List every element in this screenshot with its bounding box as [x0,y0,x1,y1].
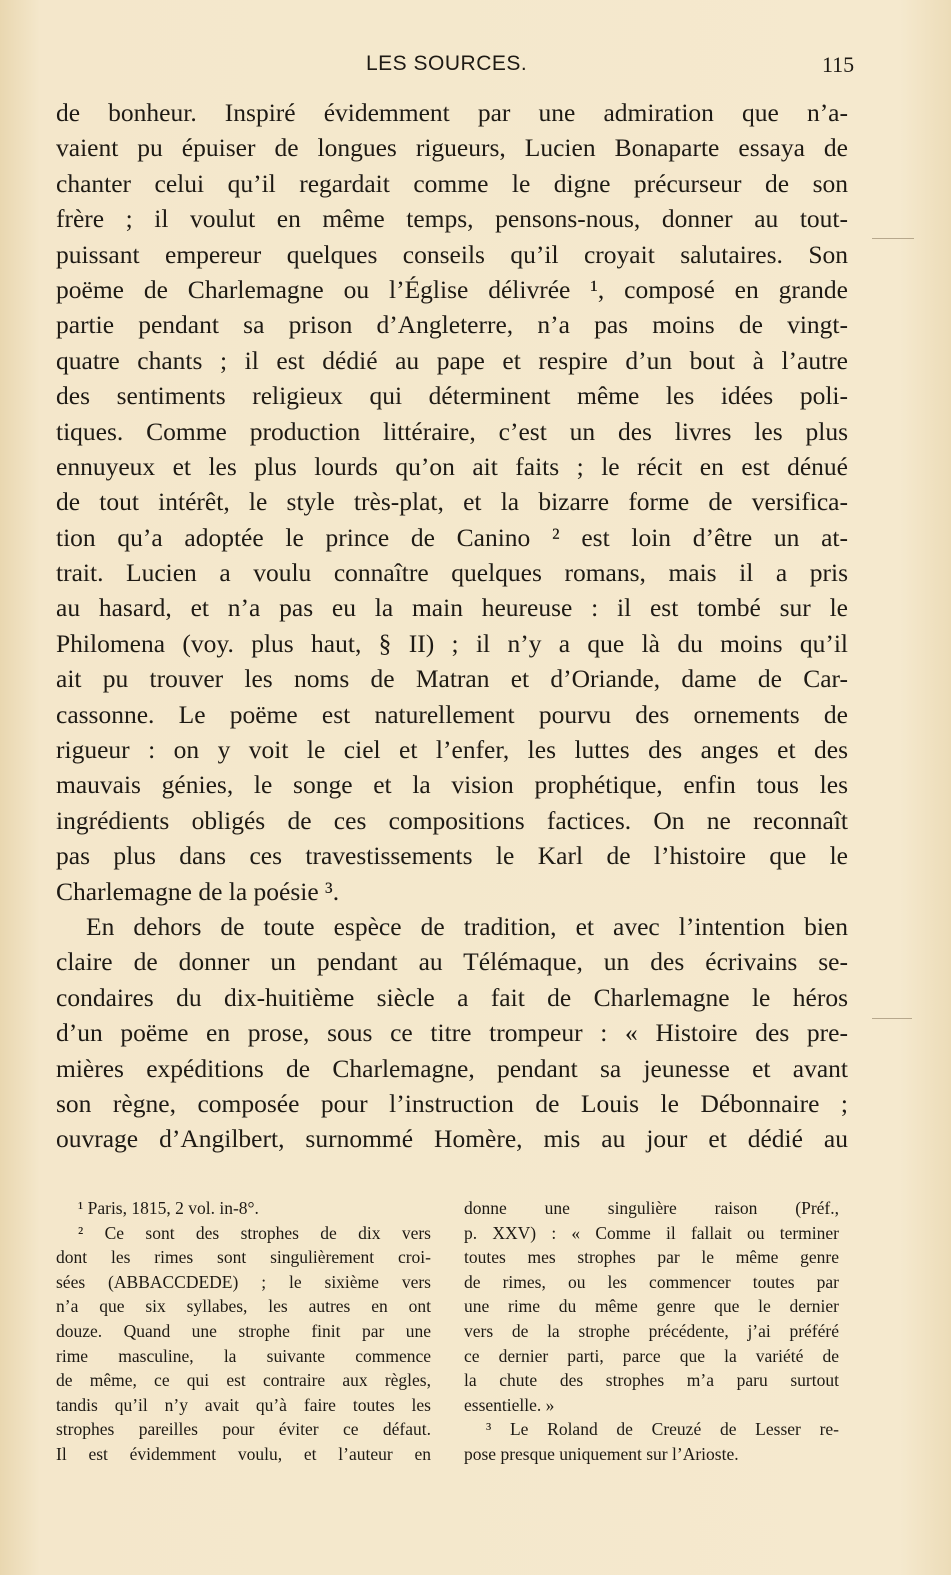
footnotes-left-column [56,1196,431,1467]
footnote-line: ² Ce sont des strophes de dix vers [78,1222,431,1243]
text-line: poëme de Charlemagne ou l’Église délivrée ¹, composé en grande [56,274,848,304]
running-head [0,52,951,82]
text-line: d’un poëme en prose, sous ce titre trompeur : « Histoire des pre- [56,1018,848,1048]
text-line: tion qu’a adoptée le prince de Canino ² est loin d’être un at- [56,522,848,552]
footnote-line: essentielle. » [464,1394,555,1415]
footnote-line: une rime du même genre que le dernier [464,1296,839,1317]
footnote-line: rime masculine, la suivante commence [56,1345,431,1366]
footnote-line: vers de la strophe précédente, j’ai préféré [464,1320,839,1341]
running-title: LES SOURCES. [366,52,528,75]
text-line: ouvrage d’Angilbert, surnommé Homère, mis au jour et dédié au [56,1124,848,1154]
text-line: frère ; il voulut en même temps, pensons-nous, donner au tout- [56,204,848,234]
footnote-line: de rimes, ou les commencer toutes par [464,1271,839,1292]
footnote-line: ce dernier parti, parce que la variété de [464,1345,839,1366]
text-line: des sentiments religieux qui déterminent même les idées poli- [56,381,848,411]
text-line: ingrédients obligés de ces compositions factices. On ne reconnaît [56,805,848,835]
footnote-line: pose presque uniquement sur l’Arioste. [464,1443,739,1464]
text-line: ait pu trouver les noms de Matran et d’Oriande, dame de Car- [56,664,848,694]
footnote-line: la chute des strophes m’a paru surtout [464,1370,839,1391]
footnote-line: sées (ABBACCDEDE) ; le sixième vers [56,1271,431,1292]
text-line: pas plus dans ces travestissements le Karl de l’histoire que le [56,841,848,871]
text-line: En dehors de toute espèce de tradition, et avec l’intention bien [86,911,848,941]
page-number: 115 [822,52,855,77]
footnote-line: donne une singulière raison (Préf., [464,1198,839,1218]
footnote-line: p. XXV) : « Comme il fallait ou terminer [464,1222,839,1243]
footnote-line: de même, ce qui est contraire aux règles, [56,1370,431,1391]
footnote-line: dont les rimes sont singulièrement croi- [56,1247,431,1268]
footnote-line: ³ Le Roland de Creuzé de Lesser re- [486,1419,839,1440]
text-line: partie pendant sa prison d’Angleterre, n’a pas moins de vingt- [56,310,848,340]
page-edge-mark [872,238,914,239]
footnote-line: Il est évidemment voulu, et l’auteur en [56,1443,431,1464]
text-line: condaires du dix-huitième siècle a fait de Charlemagne le héros [56,982,848,1012]
footnote-line: toutes mes strophes par le même genre [464,1247,839,1268]
text-line: rigueur : on y voit le ciel et l’enfer, les luttes des anges et des [56,735,848,765]
text-line: mauvais génies, le songe et la vision prophétique, enfin tous les [56,770,848,800]
text-line: mières expéditions de Charlemagne, pendant sa jeunesse et avant [56,1053,848,1083]
text-line: son règne, composée pour l’instruction de Louis le Débonnaire ; [56,1088,848,1118]
text-line: de bonheur. Inspiré évidemment par une admiration que n’a- [56,98,848,127]
page-edge-mark [872,1018,912,1019]
text-line: Philomena (voy. plus haut, § II) ; il n’y a que là du moins qu’il [56,628,848,658]
footnote-line: tandis qu’il n’y avait qu’à faire toutes les [56,1394,431,1415]
text-line: cassonne. Le poëme est naturellement pourvu des ornements de [56,699,848,729]
footnotes-right-column [464,1196,839,1467]
text-line: au hasard, et n’a pas eu la main heureuse : il est tombé sur le [56,593,848,623]
footnote-line: n’a que six syllabes, les autres en ont [56,1296,431,1317]
text-line: quatre chants ; il est dédié au pape et respire d’un bout à l’autre [56,345,848,375]
text-line: trait. Lucien a voulu connaître quelques romans, mais il a pris [56,558,848,588]
text-line: vaient pu épuiser de longues rigueurs, Lucien Bonaparte essaya de [56,133,848,163]
text-line: claire de donner un pendant au Télémaque, un des écrivains se- [56,947,848,977]
footnote-line: douze. Quand une strophe finit par une [56,1320,431,1341]
text-line: de tout intérêt, le style très-plat, et la bizarre forme de versifica- [56,487,848,517]
footnote-line: ¹ Paris, 1815, 2 vol. in-8°. [78,1198,259,1218]
footnote-line: strophes pareilles pour éviter ce défaut. [56,1419,431,1440]
text-line: ennuyeux et les plus lourds qu’on ait faits ; le récit en est dénué [56,451,848,481]
main-text [56,95,848,1157]
text-line: Charlemagne de la poésie ³. [56,876,340,906]
text-line: tiques. Comme production littéraire, c’est un des livres les plus [56,416,848,446]
text-line: puissant empereur quelques conseils qu’il croyait salutaires. Son [56,239,848,269]
text-line: chanter celui qu’il regardait comme le digne précurseur de son [56,168,848,198]
